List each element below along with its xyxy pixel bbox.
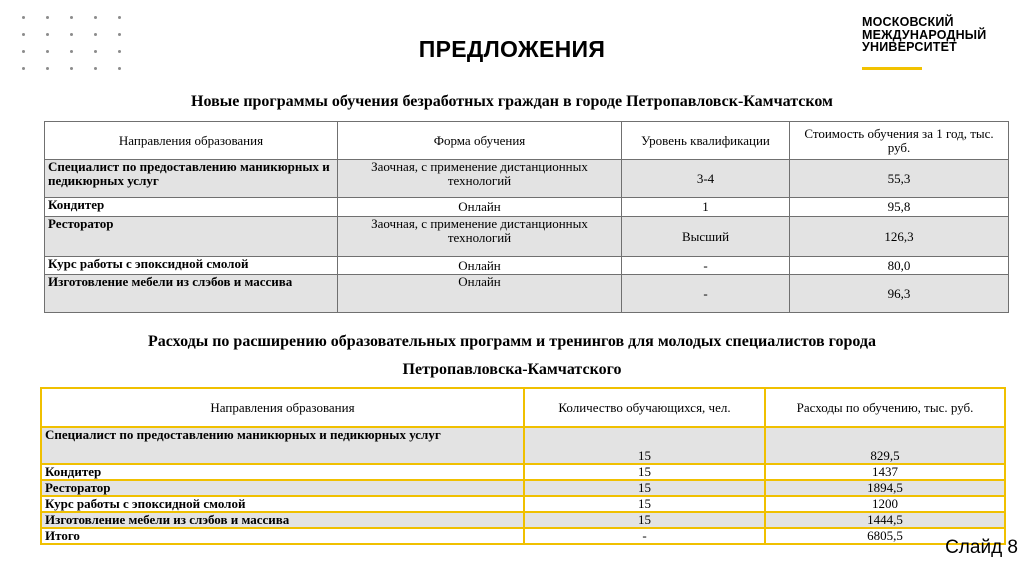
table-row: [45, 275, 1009, 313]
table-cell: Курс работы с эпоксидной смолой: [41, 496, 524, 512]
table-cell: 15: [524, 427, 765, 464]
table-cell: Онлайн: [338, 257, 622, 275]
table-cell: 3-4: [622, 160, 790, 198]
table-cell: 96,3: [790, 275, 1009, 313]
table-row: [45, 198, 1009, 217]
table-cell: Специалист по предоставлению маникюрных и педикюрных услуг: [45, 160, 338, 198]
table-cell: Изготовление мебели из слэбов и массива: [41, 512, 524, 528]
column-header: Направления образования: [41, 388, 524, 427]
slide-title: ПРЕДЛОЖЕНИЯ: [418, 36, 606, 62]
table-header-row: [41, 388, 1005, 427]
table-cell: -: [524, 528, 765, 544]
table-cell: 80,0: [790, 257, 1009, 275]
table-cell: Ресторатор: [41, 480, 524, 496]
table-cell: 15: [524, 464, 765, 480]
table-row: [41, 427, 1005, 464]
table-row: [45, 160, 1009, 198]
table-row: [41, 512, 1005, 528]
table-cell: Высший: [622, 217, 790, 257]
table-row: [45, 257, 1009, 275]
logo-line: УНИВЕРСИТЕТ: [862, 40, 957, 54]
table1-title: Новые программы обучения безработных граждан в городе Петропавловск-Камчатском: [191, 93, 833, 110]
table-cell: 6805,5: [765, 528, 1005, 544]
column-header: Форма обучения: [338, 122, 622, 160]
table-cell: 829,5: [765, 427, 1005, 464]
table2-title: [0, 328, 1024, 384]
table-row: [45, 217, 1009, 257]
university-logo: [862, 16, 986, 54]
logo-accent-bar: [862, 67, 922, 70]
slide-number: Слайд 8: [945, 537, 1018, 558]
table-cell: Кондитер: [45, 198, 338, 217]
table-cell: 1444,5: [765, 512, 1005, 528]
table-cell: -: [622, 257, 790, 275]
table-cell: 15: [524, 480, 765, 496]
table-cell: Онлайн: [338, 275, 622, 313]
table2-title-line: Расходы по расширению образовательных программ и тренингов для молодых специалистов города: [148, 333, 876, 350]
table-cell: Изготовление мебели из слэбов и массива: [45, 275, 338, 313]
table-cell: 126,3: [790, 217, 1009, 257]
table-cell: Ресторатор: [45, 217, 338, 257]
column-header: Расходы по обучению, тыс. руб.: [765, 388, 1005, 427]
training-expenses-table: [40, 387, 1006, 545]
table-row-total: [41, 528, 1005, 544]
table-cell: 1200: [765, 496, 1005, 512]
unemployed-programs-table: [44, 121, 1009, 313]
logo-line: МЕЖДУНАРОДНЫЙ: [862, 27, 987, 42]
table-cell: 15: [524, 496, 765, 512]
table-row: [41, 480, 1005, 496]
table-cell: 1: [622, 198, 790, 217]
table-cell: 1894,5: [765, 480, 1005, 496]
table-cell: 95,8: [790, 198, 1009, 217]
table-cell: Курс работы с эпоксидной смолой: [45, 257, 338, 275]
column-header: Стоимость обучения за 1 год, тыс. руб.: [790, 122, 1009, 160]
table-row: [41, 464, 1005, 480]
column-header: Уровень квалификации: [622, 122, 790, 160]
table-cell: Специалист по предоставлению маникюрных и педикюрных услуг: [41, 427, 524, 464]
table-cell: 1437: [765, 464, 1005, 480]
table-cell: -: [622, 275, 790, 313]
table2-title-line: Петропавловска-Камчатского: [402, 361, 622, 378]
column-header: Количество обучающихся, чел.: [524, 388, 765, 427]
table-cell: Онлайн: [338, 198, 622, 217]
logo-line: МОСКОВСКИЙ: [862, 15, 954, 29]
column-header: Направления образования: [45, 122, 338, 160]
table-row: [41, 496, 1005, 512]
table-cell: Итого: [41, 528, 524, 544]
table-cell: Кондитер: [41, 464, 524, 480]
table-header-row: [45, 122, 1009, 160]
table-cell: Заочная, с применение дистанционных технологий: [338, 217, 622, 257]
table-cell: 15: [524, 512, 765, 528]
table-cell: 55,3: [790, 160, 1009, 198]
table-cell: Заочная, с применение дистанционных технологий: [338, 160, 622, 198]
